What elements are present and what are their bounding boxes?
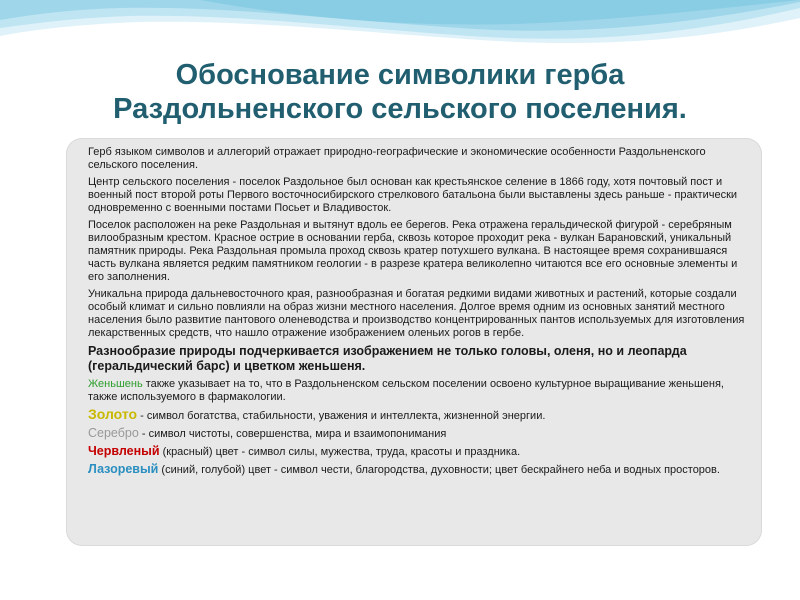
red-text: (красный) цвет - символ силы, мужества, труда, красоты и праздника. xyxy=(159,446,521,458)
blue-word: Лазоревый xyxy=(88,462,159,476)
silver-word: Серебро xyxy=(88,426,139,440)
gold-word: Золото xyxy=(88,406,138,422)
gold-text: - символ богатства, стабильности, уважения и интеллекта, жизненной энергии. xyxy=(137,410,546,422)
paragraph-blue xyxy=(80,463,756,477)
ginseng-word: Женьшень xyxy=(88,378,143,390)
red-word: Червленый xyxy=(88,444,160,458)
slide-title xyxy=(20,58,780,126)
paragraph-river: Поселок расположен на реке Раздольная и вытянут вдоль ее берегов. Река отражена геральдической фигурой - серебряным вилообразным крестом. Красное острие в основании герба, сквозь которое проходит река - вулкан Барановский, уникальный памятник природы. Река Раздольная промыла проход сквозь кратер потухшего вулкана. В настоящее время сохранившаяся часть вулкана является редким памятником геологии - в разрезе кратера великолепно читаются все его основные элементы и его заполнения. xyxy=(88,219,738,283)
silver-text: - символ чистоты, совершенства, мира и взаимопонимания xyxy=(138,428,447,440)
content-text xyxy=(80,146,756,481)
paragraph-silver xyxy=(80,427,756,441)
blue-text: (синий, голубой) цвет - символ чести, благородства, духовности; цвет бескрайнего неба и водных просторов. xyxy=(158,464,720,476)
title-line-2: Раздольненского сельского поселения. xyxy=(113,93,687,125)
paragraph-nature: Уникальна природа дальневосточного края, разнообразная и богатая редкими видами животных и растений, которые создали особый климат и сильно повлияли на образ жизни местного населения. Долгое время одним из основных занятий местного населения было развитие пантового оленеводства и производство концентрированных пантов используемых для изготовления лекарственных средств, что нашло отражение изображением оленьих рогов в гербе. xyxy=(88,288,745,339)
ginseng-text: также указывает на то, что в Раздольненском сельском поселении освоено культурное выращивание женьшеня, также используемого в фармакологии. xyxy=(88,378,724,403)
paragraph-red xyxy=(80,445,756,459)
paragraph-ginseng xyxy=(80,378,756,404)
paragraph-gold xyxy=(80,408,756,423)
paragraph-diversity: Разнообразие природы подчеркивается изображением не только головы, оленя, но и леопарда (геральдический барс) и цветком женьшеня. xyxy=(88,344,687,373)
paragraph-history: Центр сельского поселения - поселок Раздольное был основан как крестьянское селение в 1866 году, хотя почтовый пост и военный пост второй роты Первого восточносибирского стрелкового батальона были выставлены здесь раньше - практически одновременно с военными постами Посьет и Владивосток. xyxy=(88,176,738,214)
title-line-1: Обоснование символики герба xyxy=(175,59,625,91)
paragraph-intro: Герб языком символов и аллегорий отражает природно-географические и экономические особенности Раздольненского сельского поселения. xyxy=(88,146,706,171)
